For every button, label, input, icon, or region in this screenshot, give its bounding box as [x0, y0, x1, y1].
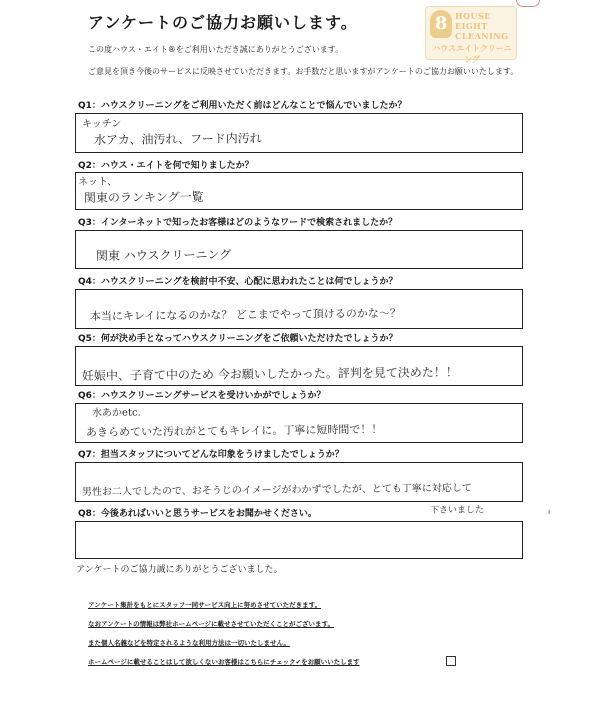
answer-7-line-2: 下さいました	[429, 505, 485, 516]
question-4: Q4：ハウスクリーニングを検討中不安、心配に思われたことは何でしょうか？	[78, 277, 398, 287]
question-7: Q7：担当スタッフについてどんな印象をうけましたでしょうか？	[78, 450, 344, 460]
question-6: Q6：ハウスクリーニングサービスを受けいかがでしょうか？	[78, 391, 326, 401]
note-line-2: なおアンケートの情報は弊社ホームページに載せさせていただくことがございます。	[88, 620, 334, 628]
logo-badge: 8	[430, 10, 452, 38]
answer-1-line-1: キッチン	[81, 118, 122, 130]
answer-box-1[interactable]	[75, 113, 523, 153]
answer-6-line-1: 水あかetc.	[91, 407, 141, 419]
answer-2-line-1: ネット、	[77, 176, 118, 188]
page-title: アンケートのご協力お願いします。	[88, 13, 358, 32]
opt-out-checkbox[interactable]	[446, 656, 456, 666]
answer-box-6[interactable]	[75, 403, 523, 443]
answer-box-4[interactable]	[75, 289, 523, 329]
intro-line-1: この度ハウス・エイト®をご利用いただき誠にありがとうございます。	[88, 45, 344, 54]
logo-kana: ハウスエイトクリーニング	[432, 44, 512, 64]
answer-box-7[interactable]	[75, 462, 523, 502]
answer-7-line-1: 男性お二人でしたので、おそうじのイメージがわかずでしたが、とても丁寧に対応して	[81, 482, 472, 498]
intro-line-2: ご意見を頂き今後のサービスに反映させていただきます。お手数だと思いますがアンケートのご協力お願いいたします。	[88, 67, 519, 76]
thanks-message: アンケートのご協力誠にありがとうございました。	[76, 565, 283, 575]
note-line-1: アンケート集計をもとにスタッフ一同サービス向上に努めさせていただきます。	[88, 601, 322, 609]
note-line-4: ホームページに載せることはして欲しくないお客様はこちらにチェック✔をお願いいたします	[88, 658, 360, 666]
answer-5-line-1: 妊娠中、子育て中のため 今お願いしたかった。評判を見て決めた！！	[81, 365, 458, 383]
answer-box-3[interactable]	[75, 230, 523, 269]
answer-box-5[interactable]	[75, 346, 523, 386]
answer-2-line-2: 関東のランキング一覧	[83, 189, 204, 205]
note-line-3: また個人名義などを特定されるような利用方法は一切いたしません。	[88, 639, 290, 647]
question-3: Q3：インターネットで知ったお客様はどのようなワードで検索されましたか？	[78, 218, 398, 228]
question-1: Q1：ハウスクリーニングをご利用いただく前はどんなことで悩んでいましたか？	[78, 101, 407, 111]
answer-box-8[interactable]	[75, 521, 523, 559]
stray-ink-mark: ı	[548, 507, 551, 516]
question-5: Q5：何が決め手となってハウスクリーニングをご依頼いただけたでしょうか？	[78, 334, 398, 344]
answer-3-line-1: 関東 ハウスクリーニング	[95, 247, 232, 263]
question-2: Q2：ハウス・エイトを何で知りましたか？	[78, 161, 254, 171]
logo-line-3: CLEANING	[455, 31, 509, 41]
corner-stamp-mark	[516, 0, 540, 7]
answer-4-line-1: 本当にキレイになるのかな？ どこまでやって頂けるのかな～？	[89, 306, 401, 323]
answer-6-line-2: あきらめていた汚れがとてもキレイに。丁寧に短時間で！！	[85, 422, 383, 439]
question-8: Q8：今後あればいいと思うサービスをお聞かせください。	[78, 509, 317, 519]
answer-1-line-2: 水アカ、油汚れ、フード内汚れ	[93, 131, 262, 147]
house-eight-logo	[425, 6, 517, 64]
logo-line-1: HOUSE	[455, 11, 491, 21]
answer-box-2[interactable]	[75, 172, 523, 210]
logo-line-2: EIGHT	[455, 21, 488, 31]
